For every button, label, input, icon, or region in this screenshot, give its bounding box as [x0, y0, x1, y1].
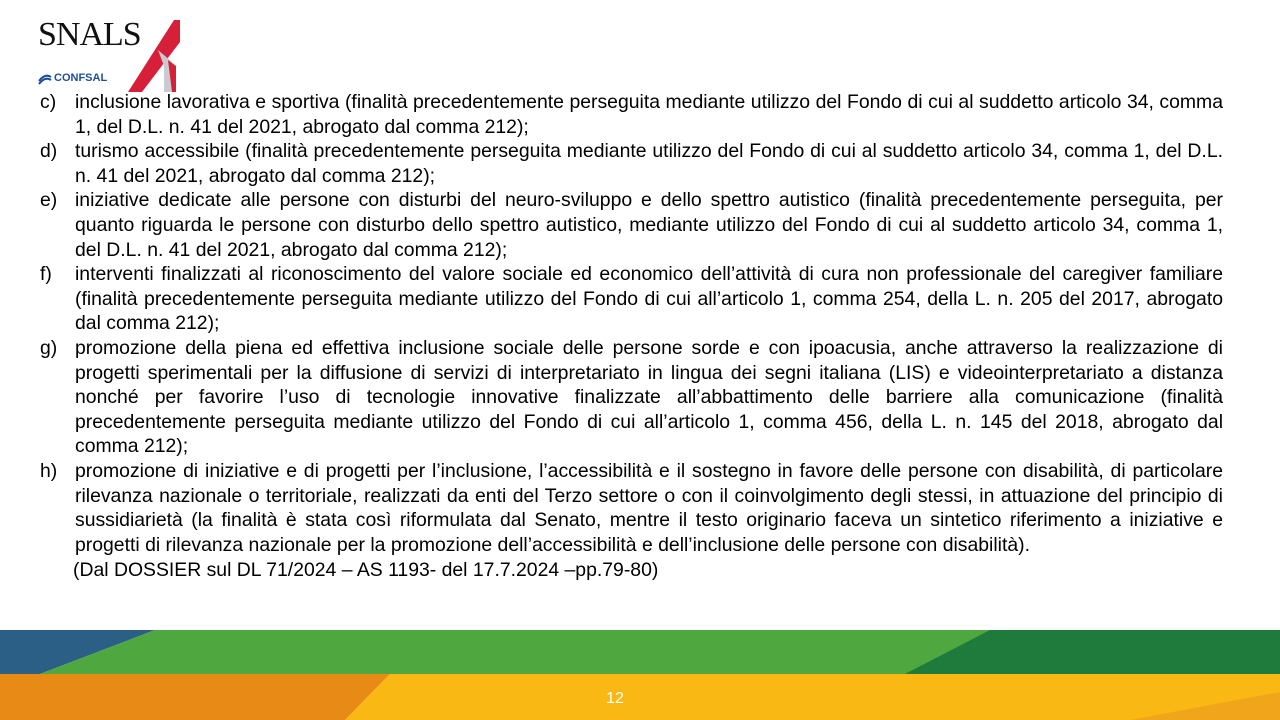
- item-text: promozione di iniziative e di progetti per l’inclusione, l’accessibilità e il sostegno in favore delle persone con disabilità, di particolare rilevanza nazionale o territoriale, realizzati da enti del Terzo settore o con il coinvolgimento degli stessi, in attuazione del principio di sussidiarietà (la finalità è stata così riformulata dal Senato, mentre il testo originario faceva un sintetico riferimento a iniziative e progetti di rilevanza nazionale per la promozione dell’accessibilità e dell’inclusione delle persone con disabilità).: [75, 459, 1223, 556]
- page-number: 12: [606, 690, 624, 707]
- item-letter: e): [40, 189, 58, 212]
- item-text: promozione della piena ed effettiva inclusione sociale delle persone sorde e con ipoacusia, anche attraverso la realizzazione di progetti sperimentali per la diffusione di servizi di interpretariato in lingua dei segni italiana (LIS) e videointerpretariato a distanza nonché per favorire l’uso di tecnologie innovative finalizzate all’abbattimento delle barriere alla comunicazione (finalità precedentemente perseguita mediante utilizzo del Fondo di cui all’articolo 1, comma 456, della L. n. 145 del 2018, abrogato dal comma 212);: [75, 336, 1223, 458]
- item-text: interventi finalizzati al riconoscimento del valore sociale ed economico dell’attività di cura non professionale del caregiver familiare (finalità precedentemente perseguita mediante utilizzo del Fondo di cui all’articolo 1, comma 254, della L. n. 205 del 2017, abrogato dal comma 212);: [75, 263, 1223, 335]
- logo-snals-text: SNALS: [38, 16, 141, 53]
- item-letter: g): [40, 336, 58, 359]
- slide-content: [40, 90, 1223, 583]
- item-letter: f): [40, 263, 52, 286]
- source-citation: (Dal DOSSIER sul DL 71/2024 – AS 1193- del 17.7.2024 –pp.79-80): [73, 559, 659, 582]
- logo-swoosh-icon: [128, 20, 180, 94]
- item-letter: d): [40, 140, 58, 163]
- list-item: [40, 139, 1223, 188]
- list-item: [40, 459, 1223, 557]
- item-letter: h): [40, 459, 58, 482]
- item-letter: c): [40, 91, 57, 113]
- logo-confsal-text: CONFSAL: [54, 72, 108, 84]
- list-item: [40, 336, 1223, 459]
- item-text: inclusione lavorativa e sportiva (finalità precedentemente perseguita mediante utilizzo del Fondo di cui al suddetto articolo 34, comma 1, del D.L. n. 41 del 2021, abrogato dal comma 212);: [75, 91, 1223, 138]
- confsal-mark-icon: [38, 73, 52, 85]
- snals-confsal-logo: [36, 16, 186, 92]
- item-text: iniziative dedicate alle persone con disturbi del neuro-sviluppo e dello spettro autistico (finalità precedentemente perseguita, per quanto riguarda le persone con disturbo dello spettro autistico, mediante utilizzo del Fondo di cui al suddetto articolo 34, comma 1, del D.L. n. 41 del 2021, abrogato dal comma 212);: [75, 189, 1223, 261]
- item-text: turismo accessibile (finalità precedentemente perseguita mediante utilizzo del Fondo di cui al suddetto articolo 34, comma 1, del D.L. n. 41 del 2021, abrogato dal comma 212);: [75, 140, 1223, 187]
- list-item: [40, 90, 1223, 139]
- list-item: [40, 262, 1223, 336]
- list-item: [40, 188, 1223, 262]
